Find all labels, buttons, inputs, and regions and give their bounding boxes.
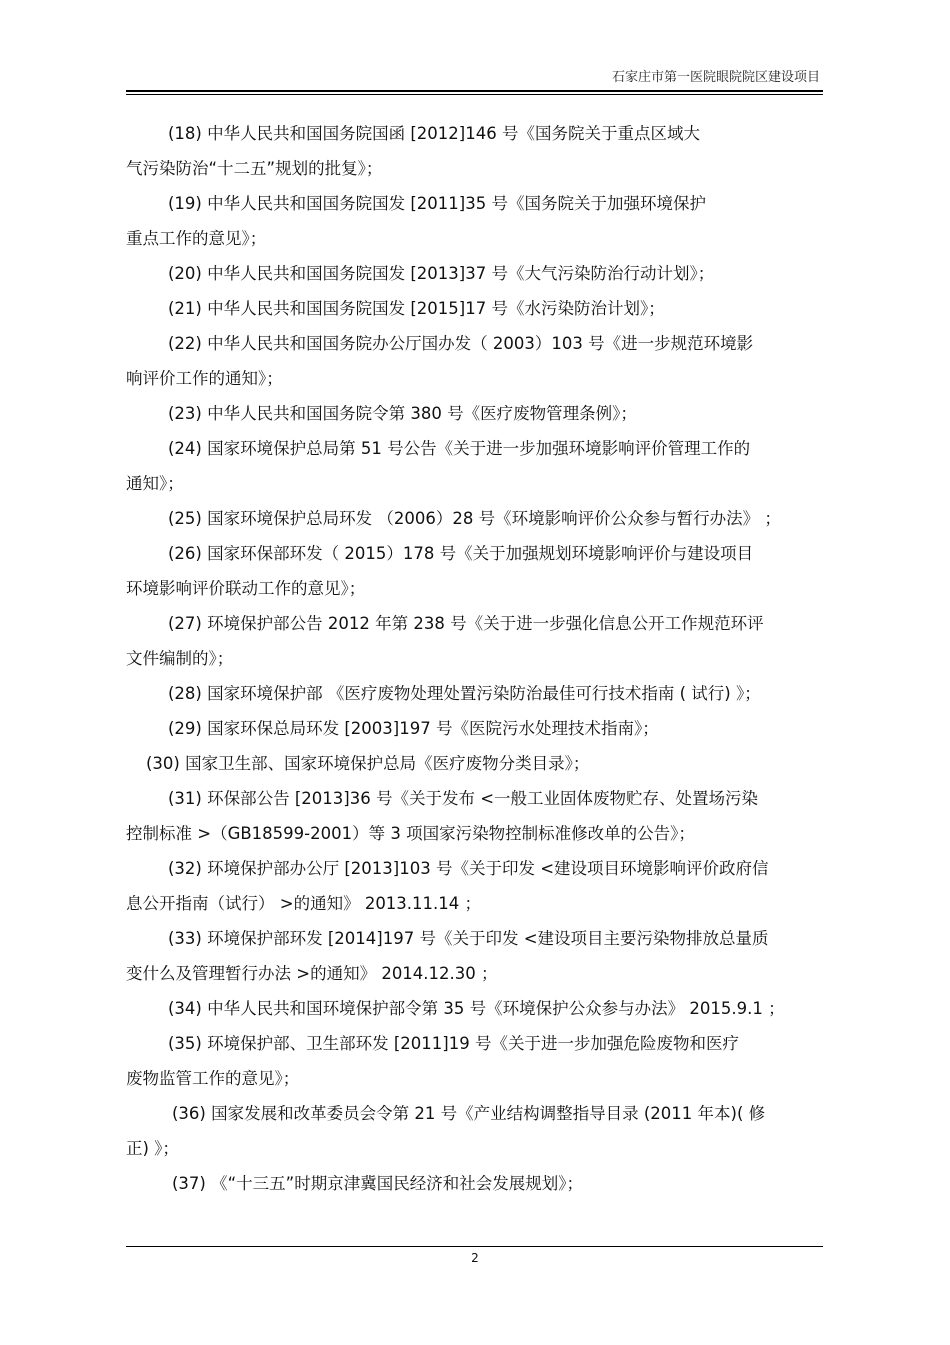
text-line: (24) 国家环境保护总局第 51 号公告《关于进一步加强环境影响评价管理工作的 <box>168 439 751 458</box>
text-line: (32) 环境保护部办公厅 [2013]103 号《关于印发 <建设项目环境影响评价政府信 <box>168 859 769 878</box>
text-line: 气污染防治“十二五”规划的批复》； <box>126 159 383 178</box>
header-rule <box>126 90 823 92</box>
text-line: (20) 中华人民共和国国务院国发 [2013]37 号《大气污染防治行动计划》； <box>168 264 715 283</box>
text-line: 重点工作的意见》； <box>126 229 267 248</box>
text-line: (23) 中华人民共和国国务院令第 380 号《医疗废物管理条例》； <box>168 404 637 423</box>
text-line: (22) 中华人民共和国国务院办公厅国办发（ 2003）103 号《进一步规范环境影 <box>168 334 754 353</box>
text-line: 正) 》； <box>126 1139 179 1158</box>
text-line: (26) 国家环保部环发（ 2015）178 号《关于加强规划环境影响评价与建设项目 <box>168 544 754 563</box>
text-line: (29) 国家环保总局环发 [2003]197 号《医院污水处理技术指南》； <box>168 719 659 738</box>
text-line: (36) 国家发展和改革委员会令第 21 号《产业结构调整指导目录 (2011 年本)( 修 <box>172 1104 766 1123</box>
text-line: (34) 中华人民共和国环境保护部令第 35 号《环境保护公众参与办法》 2015.9.1 ； <box>168 999 785 1018</box>
text-line: (19) 中华人民共和国国务院国发 [2011]35 号《国务院关于加强环境保护 <box>168 194 706 213</box>
page-number: 2 <box>471 1251 479 1265</box>
text-line: (35) 环境保护部、卫生部环发 [2011]19 号《关于进一步加强危险废物和医疗 <box>168 1034 739 1053</box>
header-rule-thin <box>126 94 823 95</box>
text-line: (21) 中华人民共和国国务院国发 [2015]17 号《水污染防治计划》； <box>168 299 665 318</box>
text-line: (31) 环保部公告 [2013]36 号《关于发布 <一般工业固体废物贮存、处置场污染 <box>168 789 759 808</box>
text-line: 文件编制的》； <box>126 649 234 668</box>
text-line: 变什么及管理暂行办法 >的通知》 2014.12.30 ； <box>126 964 498 983</box>
text-line: 响评价工作的通知》； <box>126 369 283 388</box>
text-line: 废物监管工作的意见》； <box>126 1069 300 1088</box>
text-line: 通知》； <box>126 474 184 493</box>
header-title: 石家庄市第一医院眼院院区建设项目 <box>611 70 820 85</box>
text-line: 环境影响评价联动工作的意见》； <box>126 579 366 598</box>
text-line: (27) 环境保护部公告 2012 年第 238 号《关于进一步强化信息公开工作规范环评 <box>168 614 764 633</box>
text-line: (18) 中华人民共和国国务院国函 [2012]146 号《国务院关于重点区域大 <box>168 124 700 143</box>
document-body <box>126 116 823 1201</box>
text-line: (33) 环境保护部环发 [2014]197 号《关于印发 <建设项目主要污染物排放总量质 <box>168 929 769 948</box>
text-line: (30) 国家卫生部、国家环境保护总局《医疗废物分类目录》； <box>146 754 590 773</box>
footer-rule <box>126 1246 823 1247</box>
text-line: 息公开指南（试行） >的通知》 2013.11.14 ； <box>126 894 482 913</box>
text-line: 控制标准 >（GB18599-2001）等 3 项国家污染物控制标准修改单的公告》； <box>126 824 695 843</box>
text-line: (25) 国家环境保护总局环发 （2006）28 号《环境影响评价公众参与暂行办法》 ； <box>168 509 781 528</box>
text-line: (37) 《“十三五”时期京津冀国民经济和社会发展规划》； <box>172 1174 583 1193</box>
text-line: (28) 国家环境保护部 《医疗废物处理处置污染防治最佳可行技术指南 ( 试行) 》； <box>168 684 761 703</box>
